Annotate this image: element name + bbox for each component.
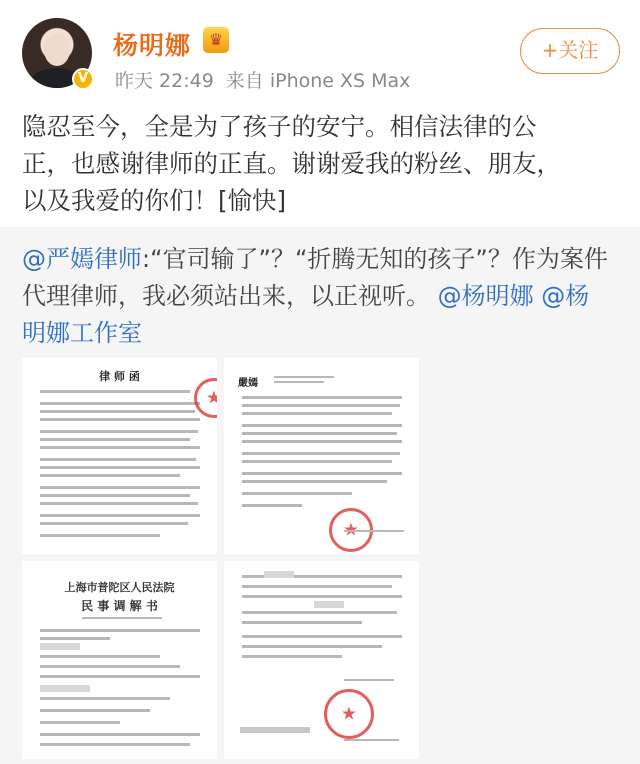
image-thumbnail[interactable] <box>224 561 419 759</box>
post-header <box>0 0 640 100</box>
crown-icon[interactable]: ♛ <box>203 27 229 53</box>
post-source: 来自 iPhone XS Max <box>225 70 411 92</box>
court-name: 上海市普陀区人民法院 <box>64 581 175 594</box>
seal-icon <box>324 689 374 739</box>
image-thumbnail[interactable] <box>22 358 217 554</box>
repost-card[interactable] <box>0 227 640 764</box>
mention-link[interactable]: 明娜工作室 <box>22 319 142 347</box>
v-badge-icon: V <box>72 68 94 90</box>
post-text: 隐忍至今，全是为了孩子的安宁。相信法律的公 正，也感谢律师的正直。谢谢爱我的粉丝、朋友， 以及我爱的你们！[愉快] <box>22 112 561 215</box>
law-firm-logo: 嚴嫣 <box>238 378 258 389</box>
mention-link[interactable]: @杨 <box>541 282 590 310</box>
follow-button[interactable]: +关注 <box>520 28 620 74</box>
username[interactable]: 杨明娜 <box>113 31 192 60</box>
mention-link[interactable]: @严嫣律师 <box>22 245 142 273</box>
image-thumbnail[interactable] <box>22 561 217 759</box>
post-meta <box>115 66 422 93</box>
repost-text: @严嫣律师:“官司输了”？“折腾无知的孩子”？作为案件 代理律师，我必须站出来，以正视听。 @杨明娜 @杨 明娜工作室 <box>22 245 608 347</box>
post-time: 昨天 22:49 <box>115 70 214 92</box>
seal-icon <box>194 378 217 418</box>
doc-type: 民 事 调 解 书 <box>81 599 158 613</box>
image-thumbnail[interactable] <box>224 358 419 554</box>
mention-link[interactable]: @杨明娜 <box>437 282 534 310</box>
doc-title: 律 师 函 <box>99 370 140 383</box>
